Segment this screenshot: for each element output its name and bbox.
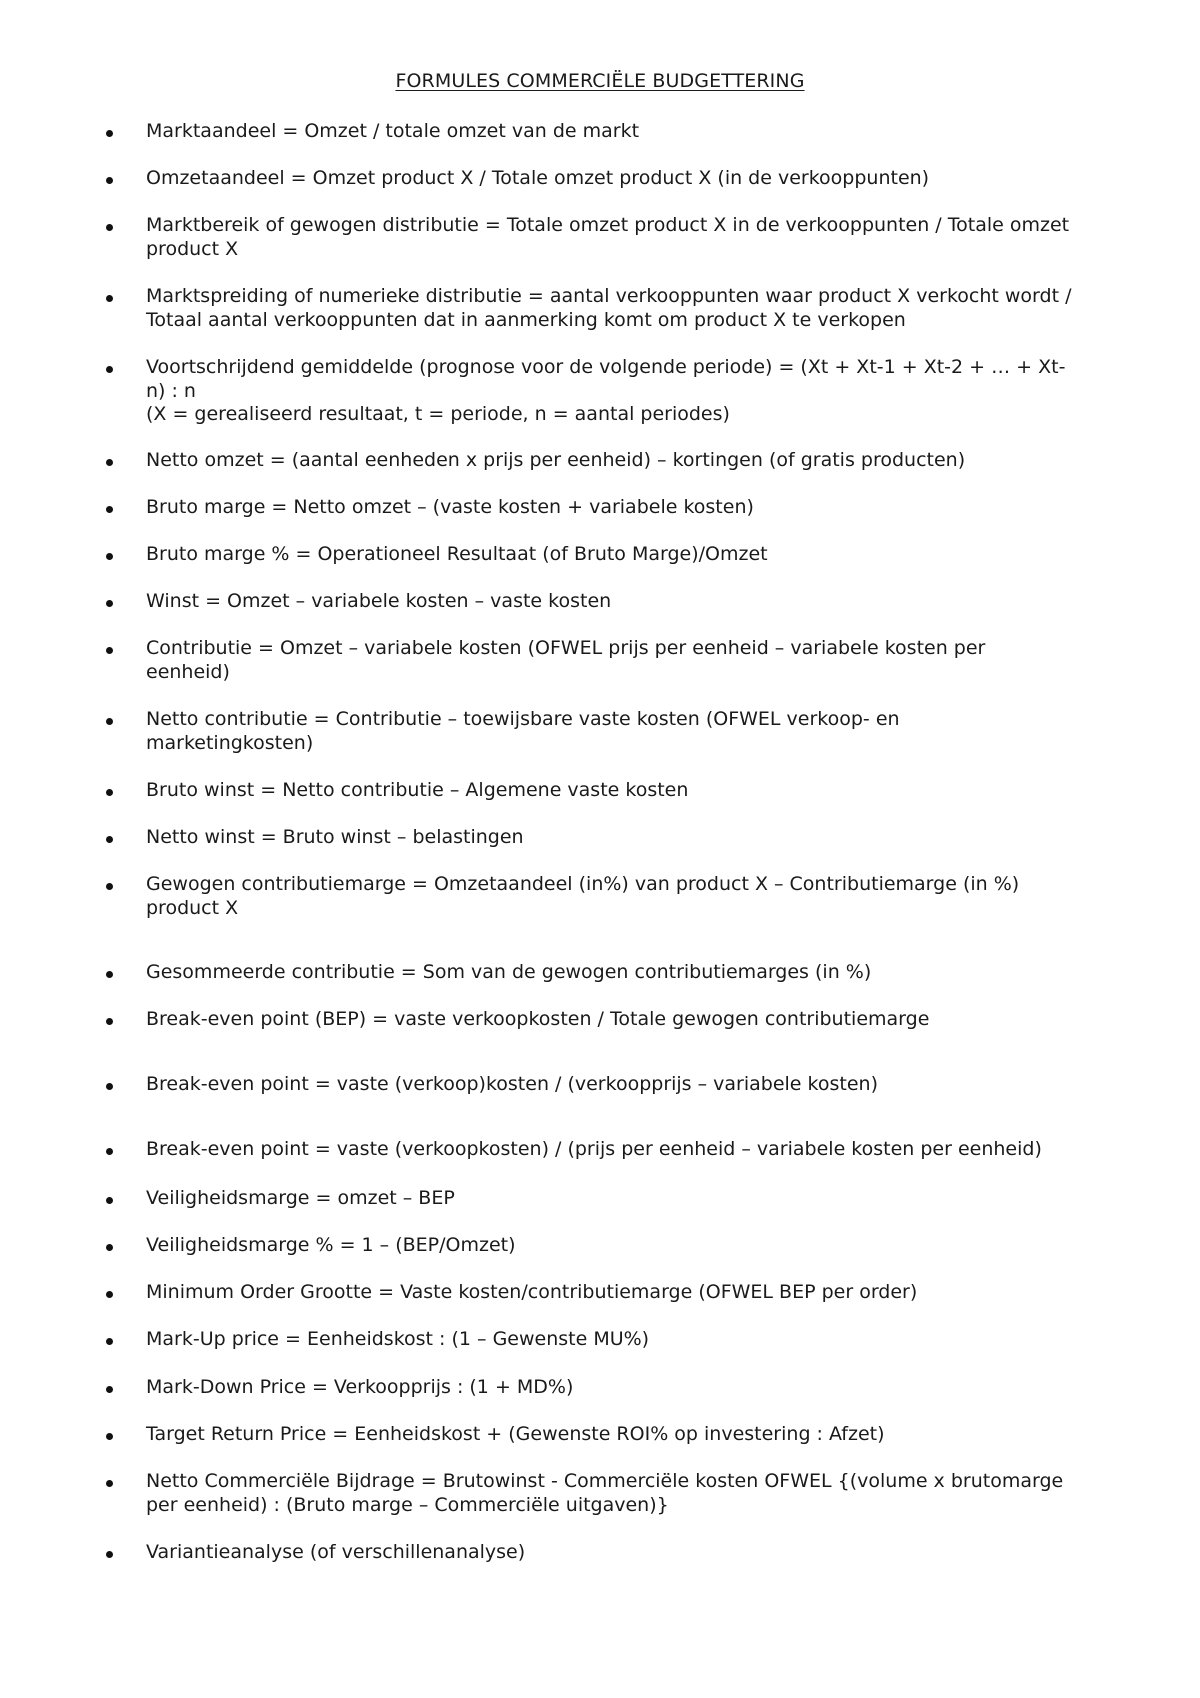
bullet-icon bbox=[106, 1018, 113, 1025]
bullet-icon bbox=[106, 1338, 113, 1345]
formula-text: Bruto marge % = Operationeel Resultaat (of Bruto Marge)/Omzet bbox=[146, 543, 768, 565]
formula-text: Gesommeerde contributie = Som van de gewogen contributiemarges (in %) bbox=[146, 961, 872, 983]
bullet-icon bbox=[106, 789, 113, 796]
formula-text: Mark-Up price = Eenheidskost : (1 – Gewenste MU%) bbox=[146, 1328, 650, 1350]
bullet-icon bbox=[106, 1148, 113, 1155]
formula-text: Omzetaandeel = Omzet product X / Totale omzet product X (in de verkooppunten) bbox=[146, 167, 930, 189]
formula-text: Contributie = Omzet – variabele kosten (OFWEL prijs per eenheid – variabele kosten per eenheid) bbox=[146, 637, 986, 683]
bullet-icon bbox=[106, 647, 113, 654]
bullet-icon bbox=[106, 1244, 113, 1251]
bullet-icon bbox=[106, 1291, 113, 1298]
bullet-icon bbox=[106, 718, 113, 725]
formula-text: Netto contributie = Contributie – toewijsbare vaste kosten (OFWEL verkoop- en marketingkosten) bbox=[146, 708, 900, 754]
bullet-icon bbox=[106, 295, 113, 302]
formula-text: Bruto marge = Netto omzet – (vaste kosten + variabele kosten) bbox=[146, 496, 754, 518]
formula-text: Break-even point (BEP) = vaste verkoopkosten / Totale gewogen contributiemarge bbox=[146, 1008, 930, 1030]
bullet-icon bbox=[106, 971, 113, 978]
formula-text: Netto omzet = (aantal eenheden x prijs per eenheid) – kortingen (of gratis producten) bbox=[146, 449, 966, 471]
formula-text: Voortschrijdend gemiddelde (prognose voor de volgende periode) = (Xt + Xt-1 + Xt-2 + … + Xt- n) : n (X = gerealiseerd resultaat, t = periode, n = aantal periodes) bbox=[146, 356, 1066, 425]
formula-text: Gewogen contributiemarge = Omzetaandeel (in%) van product X – Contributiemarge (in %) product X bbox=[146, 873, 1020, 919]
bullet-icon bbox=[106, 1551, 113, 1558]
formula-text: Marktbereik of gewogen distributie = Totale omzet product X in de verkooppunten / Totale omzet product X bbox=[146, 214, 1070, 260]
bullet-icon bbox=[106, 224, 113, 231]
formula-text: Marktaandeel = Omzet / totale omzet van de markt bbox=[146, 120, 640, 142]
bullet-icon bbox=[106, 506, 113, 513]
formula-text: Bruto winst = Netto contributie – Algemene vaste kosten bbox=[146, 779, 689, 801]
bullet-icon bbox=[106, 459, 113, 466]
bullet-icon bbox=[106, 836, 113, 843]
formula-text: Mark-Down Price = Verkoopprijs : (1 + MD%) bbox=[146, 1376, 574, 1398]
bullet-icon bbox=[106, 1197, 113, 1204]
bullet-icon bbox=[106, 600, 113, 607]
formula-text: Break-even point = vaste (verkoopkosten) / (prijs per eenheid – variabele kosten per eenheid) bbox=[146, 1138, 1042, 1160]
bullet-icon bbox=[106, 1480, 113, 1487]
bullet-icon bbox=[106, 177, 113, 184]
bullet-icon bbox=[106, 1386, 113, 1393]
formula-text: Marktspreiding of numerieke distributie = aantal verkooppunten waar product X verkocht wordt / Totaal aantal verkooppunten dat in aanmerking komt om product X te verkopen bbox=[146, 285, 1072, 331]
formula-text: Netto Commerciële Bijdrage = Brutowinst - Commerciële kosten OFWEL {(volume x brutomarge per eenheid) : (Bruto marge – Commerciële uitgaven)} bbox=[146, 1470, 1064, 1516]
bullet-icon bbox=[106, 366, 113, 373]
formula-text: Break-even point = vaste (verkoop)kosten / (verkoopprijs – variabele kosten) bbox=[146, 1073, 878, 1095]
formula-text: Winst = Omzet – variabele kosten – vaste kosten bbox=[146, 590, 612, 612]
formula-text: Netto winst = Bruto winst – belastingen bbox=[146, 826, 524, 848]
formula-text: Minimum Order Grootte = Vaste kosten/contributiemarge (OFWEL BEP per order) bbox=[146, 1281, 918, 1303]
document-title: FORMULES COMMERCIËLE BUDGETTERING bbox=[395, 70, 805, 92]
formula-text: Variantieanalyse (of verschillenanalyse) bbox=[146, 1541, 526, 1563]
bullet-icon bbox=[106, 130, 113, 137]
formula-text: Veiligheidsmarge = omzet – BEP bbox=[146, 1187, 455, 1209]
bullet-icon bbox=[106, 553, 113, 560]
bullet-icon bbox=[106, 1433, 113, 1440]
bullet-icon bbox=[106, 883, 113, 890]
formula-text: Target Return Price = Eenheidskost + (Gewenste ROI% op investering : Afzet) bbox=[146, 1423, 885, 1445]
formula-text: Veiligheidsmarge % = 1 – (BEP/Omzet) bbox=[146, 1234, 516, 1256]
bullet-icon bbox=[106, 1083, 113, 1090]
